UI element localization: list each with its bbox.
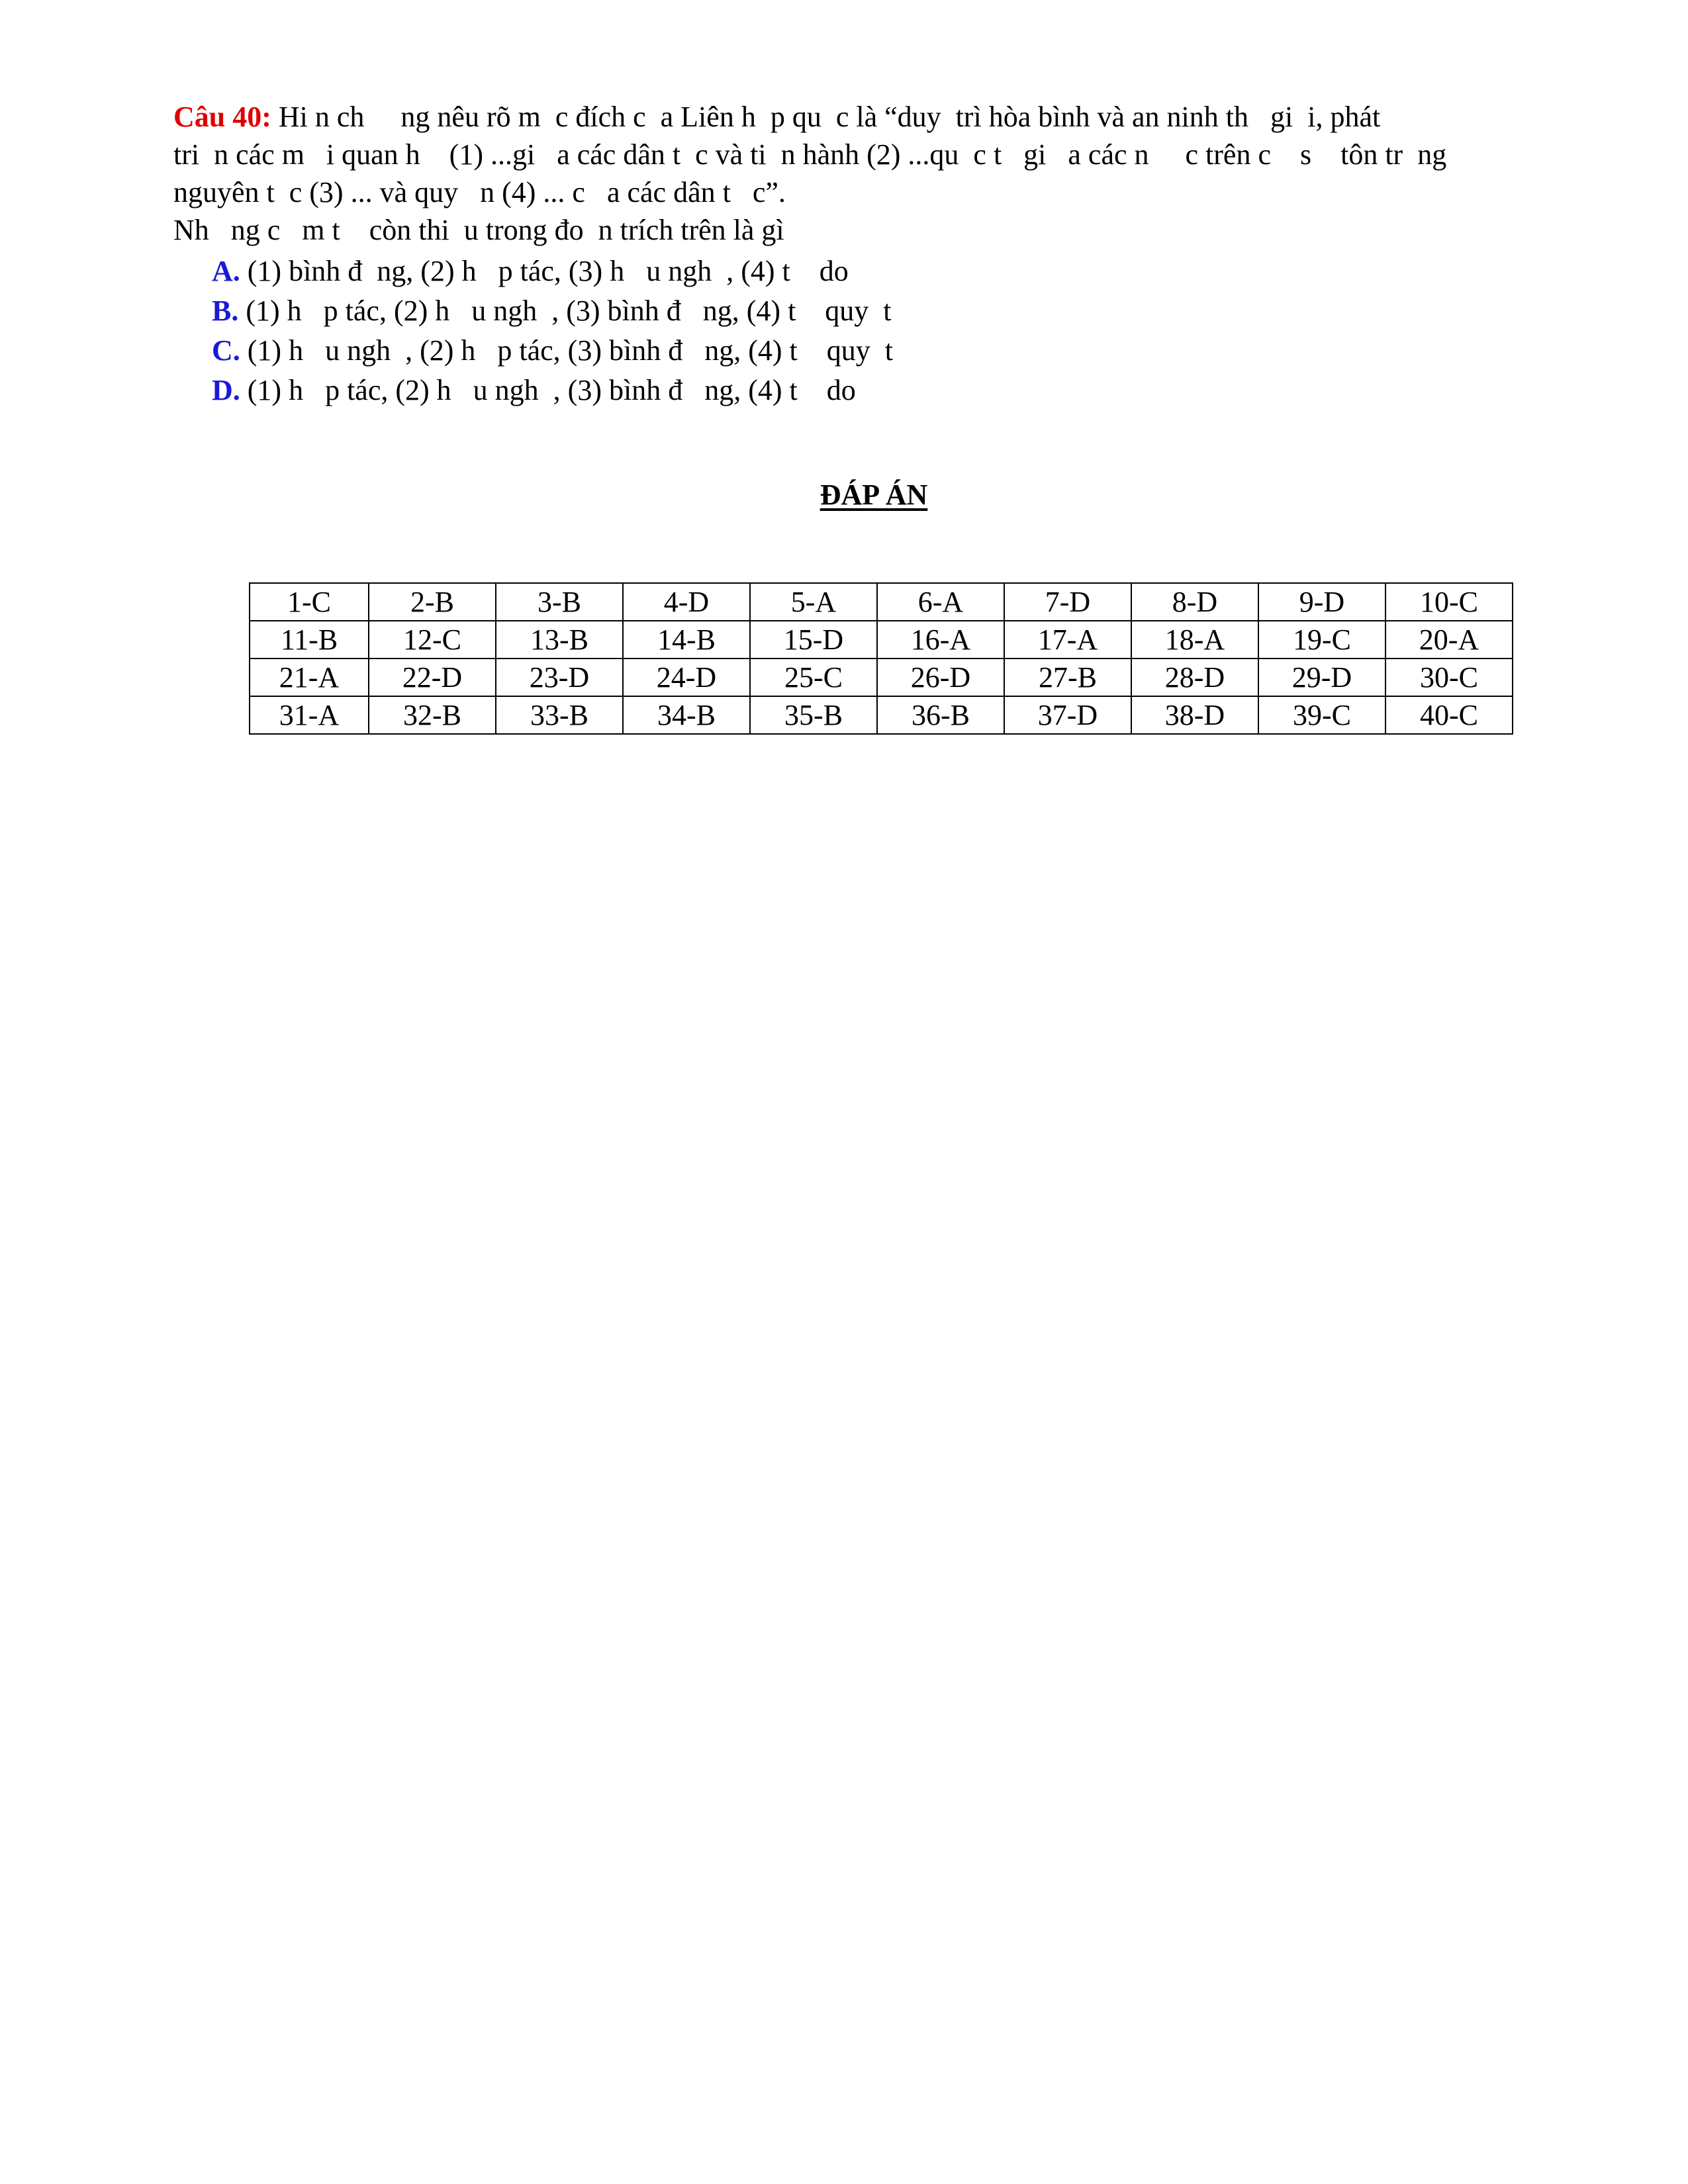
- answer-cell: 20-A: [1385, 621, 1513, 659]
- answer-cell: 39-C: [1258, 696, 1385, 734]
- table-row: [250, 621, 1513, 659]
- answer-cell: 16-A: [877, 621, 1004, 659]
- answer-cell: 3-B: [496, 583, 623, 621]
- answer-cell: 30-C: [1385, 659, 1513, 696]
- answer-cell: 28-D: [1131, 659, 1258, 696]
- option-text: (1) h p tác, (2) h u ngh , (3) bình đ ng, (4) t quy t: [238, 295, 892, 327]
- answer-cell: 2-B: [369, 583, 496, 621]
- question-line-1: [173, 98, 1544, 136]
- option-d: [212, 371, 893, 410]
- answer-cell: 33-B: [496, 696, 623, 734]
- option-c: [212, 331, 893, 371]
- answer-cell: 13-B: [496, 621, 623, 659]
- answer-key-title: ĐÁP ÁN: [820, 478, 928, 511]
- option-label: B.: [212, 295, 239, 327]
- answer-cell: 11-B: [250, 621, 369, 659]
- answer-key-table: [249, 582, 1513, 735]
- question-text-1: Hi n ch ng nêu rõ m c đích c a Liên h p qu c là “duy trì hòa bình và an ninh th gi i, phát: [271, 101, 1381, 133]
- option-label: A.: [212, 255, 240, 287]
- answer-cell: 17-A: [1004, 621, 1131, 659]
- answer-cell: 34-B: [623, 696, 750, 734]
- answer-cell: 9-D: [1258, 583, 1385, 621]
- answer-cell: 15-D: [750, 621, 877, 659]
- answer-cell: 31-A: [250, 696, 369, 734]
- answer-cell: 35-B: [750, 696, 877, 734]
- answer-cell: 36-B: [877, 696, 1004, 734]
- answer-cell: 29-D: [1258, 659, 1385, 696]
- question-line-3: nguyên t c (3) ... và quy n (4) ... c a các dân t c”.: [173, 176, 786, 208]
- answer-cell: 19-C: [1258, 621, 1385, 659]
- answer-cell: 18-A: [1131, 621, 1258, 659]
- table-row: [250, 659, 1513, 696]
- answer-cell: 1-C: [250, 583, 369, 621]
- answer-cell: 22-D: [369, 659, 496, 696]
- answer-cell: 6-A: [877, 583, 1004, 621]
- question-block: [173, 98, 1544, 249]
- answer-cell: 24-D: [623, 659, 750, 696]
- answer-cell: 23-D: [496, 659, 623, 696]
- question-line-2: tri n các m i quan h (1) ...gi a các dân t c và ti n hành (2) ...qu c t gi a các n c trên c s tôn tr ng: [173, 138, 1447, 171]
- question-line-4: Nh ng c m t còn thi u trong đo n trích trên là gì: [173, 214, 784, 246]
- answer-cell: 32-B: [369, 696, 496, 734]
- answer-cell: 38-D: [1131, 696, 1258, 734]
- option-text: (1) bình đ ng, (2) h p tác, (3) h u ngh , (4) t do: [240, 255, 849, 287]
- option-label: C.: [212, 334, 240, 367]
- answer-cell: 12-C: [369, 621, 496, 659]
- answer-cell: 27-B: [1004, 659, 1131, 696]
- answer-options: [212, 251, 893, 410]
- table-row: [250, 696, 1513, 734]
- answer-cell: 4-D: [623, 583, 750, 621]
- answer-cell: 26-D: [877, 659, 1004, 696]
- answer-cell: 25-C: [750, 659, 877, 696]
- answer-cell: 37-D: [1004, 696, 1131, 734]
- answer-cell: 8-D: [1131, 583, 1258, 621]
- option-a: [212, 251, 893, 291]
- option-label: D.: [212, 374, 240, 406]
- option-b: [212, 291, 893, 331]
- answer-cell: 21-A: [250, 659, 369, 696]
- option-text: (1) h p tác, (2) h u ngh , (3) bình đ ng, (4) t do: [240, 374, 856, 406]
- answer-cell: 7-D: [1004, 583, 1131, 621]
- answer-cell: 14-B: [623, 621, 750, 659]
- answer-cell: 40-C: [1385, 696, 1513, 734]
- option-text: (1) h u ngh , (2) h p tác, (3) bình đ ng, (4) t quy t: [240, 334, 893, 367]
- answer-cell: 10-C: [1385, 583, 1513, 621]
- answer-cell: 5-A: [750, 583, 877, 621]
- question-label: Câu 40:: [173, 101, 271, 133]
- table-row: [250, 583, 1513, 621]
